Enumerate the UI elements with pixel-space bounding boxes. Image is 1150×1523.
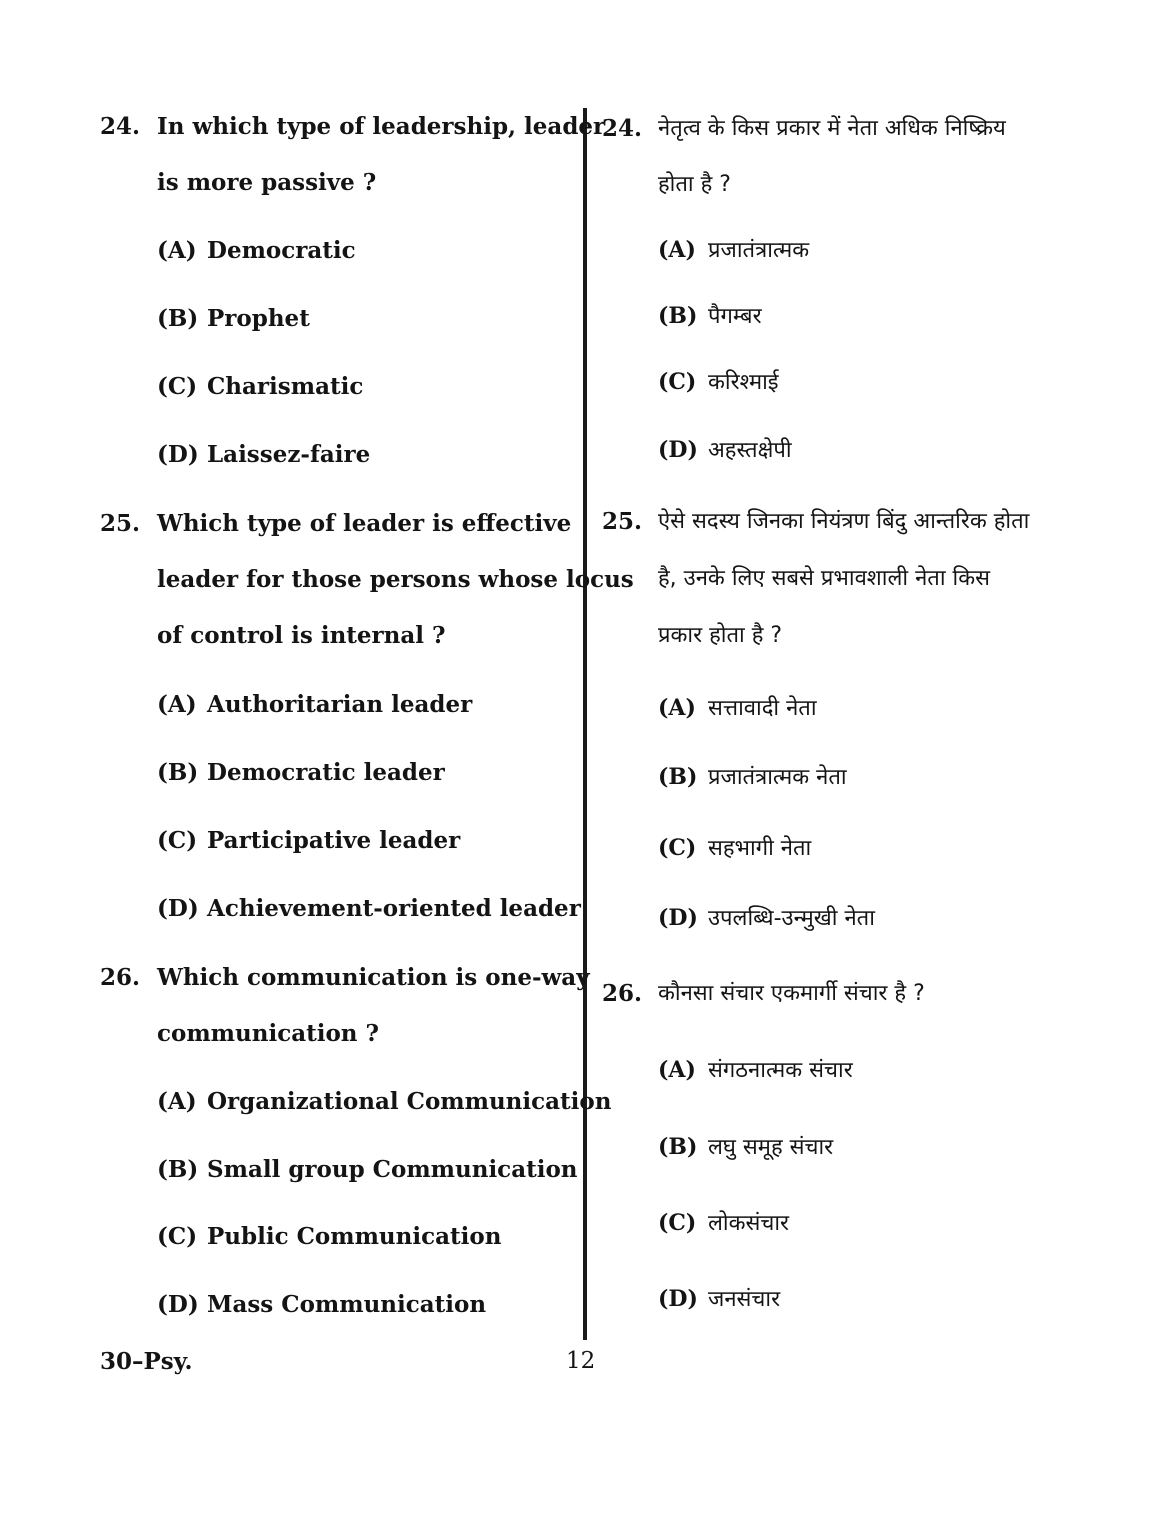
option-label: (C) — [157, 827, 198, 854]
option-a[interactable] — [157, 1087, 611, 1117]
option-text: Charismatic — [207, 373, 364, 400]
question-text-line: leader for those persons whose locus — [157, 566, 634, 593]
option-text: Authoritarian leader — [207, 691, 473, 718]
option-a[interactable] — [658, 693, 817, 724]
option-b[interactable] — [157, 304, 310, 334]
option-label: (B) — [157, 305, 199, 332]
option-b[interactable] — [157, 1155, 578, 1185]
option-text: Organizational Communication — [207, 1088, 612, 1115]
option-label: (B) — [658, 1134, 698, 1160]
question-number: 24. — [100, 113, 141, 140]
option-label: (D) — [658, 905, 698, 931]
option-text: Laissez-faire — [207, 441, 371, 468]
option-text: प्रजातंत्रात्मक — [708, 238, 810, 263]
option-text: लोकसंचार — [708, 1211, 790, 1236]
question-text-line: Which communication is one-way — [157, 964, 590, 991]
option-label: (D) — [157, 895, 199, 922]
option-d[interactable] — [658, 903, 875, 934]
option-label: (B) — [658, 303, 698, 329]
option-label: (A) — [658, 237, 696, 263]
page-number: 12 — [566, 1348, 596, 1374]
option-text: पैगम्बर — [708, 304, 762, 329]
option-label: (C) — [157, 373, 198, 400]
option-c[interactable] — [658, 1208, 789, 1239]
option-a[interactable] — [658, 1055, 853, 1086]
option-a[interactable] — [157, 690, 472, 720]
question-number: 26. — [100, 964, 141, 991]
option-c[interactable] — [157, 372, 363, 402]
question-text-line: Which type of leader is effective — [157, 510, 572, 537]
option-text: Achievement-oriented leader — [207, 895, 581, 922]
question-text-line: नेतृत्व के किस प्रकार में नेता अधिक निष्क्रिय — [658, 116, 1006, 141]
option-label: (D) — [157, 1291, 199, 1318]
question-text-line: होता है ? — [658, 172, 731, 197]
question-text-line — [157, 112, 606, 142]
question-text-line: है, उनके लिए सबसे प्रभावशाली नेता किस — [658, 566, 990, 591]
option-label: (A) — [157, 691, 197, 718]
option-b[interactable] — [658, 1132, 833, 1163]
option-label: (C) — [658, 835, 697, 861]
option-label: (B) — [157, 759, 199, 786]
option-c[interactable] — [658, 367, 779, 398]
option-text: प्रजातंत्रात्मक नेता — [708, 765, 847, 790]
question-text-line: ऐसे सदस्य जिनका नियंत्रण बिंदु आन्तरिक होता — [658, 509, 1030, 534]
option-label: (A) — [658, 1057, 696, 1083]
option-label: (C) — [658, 369, 697, 395]
option-d[interactable] — [658, 435, 792, 466]
question-number: 25. — [602, 508, 643, 535]
option-text: Democratic leader — [207, 759, 445, 786]
option-text: लघु समूह संचार — [708, 1135, 834, 1160]
question-text-line: कौनसा संचार एकमार्गी संचार है ? — [658, 981, 925, 1006]
option-label: (A) — [157, 237, 197, 264]
option-c[interactable] — [157, 1222, 501, 1252]
question-text-line: is more passive ? — [157, 169, 377, 196]
question-number: 26. — [602, 980, 643, 1007]
question-number: 25. — [100, 510, 141, 537]
question-text-line: of control is internal ? — [157, 622, 446, 649]
option-b[interactable] — [658, 762, 847, 793]
question-number: 24. — [602, 115, 643, 142]
question-text: In which type of leadership, leader — [157, 113, 606, 140]
option-d[interactable] — [658, 1284, 780, 1315]
column-divider — [583, 108, 587, 1340]
option-text: Participative leader — [207, 827, 461, 854]
option-text: Small group Communication — [207, 1156, 578, 1183]
option-label: (A) — [157, 1088, 197, 1115]
option-text: अहस्तक्षेपी — [708, 438, 792, 463]
option-text: सत्तावादी नेता — [708, 696, 817, 721]
question-text-line: प्रकार होता है ? — [658, 623, 783, 648]
option-d[interactable] — [157, 1290, 486, 1320]
paper-code: 30–Psy. — [100, 1348, 193, 1375]
option-text: करिश्माई — [708, 370, 779, 395]
option-label: (D) — [157, 441, 199, 468]
option-a[interactable] — [658, 235, 809, 266]
option-d[interactable] — [157, 894, 581, 924]
option-d[interactable] — [157, 440, 370, 470]
option-label: (D) — [658, 1286, 698, 1312]
option-b[interactable] — [658, 301, 762, 332]
option-text: जनसंचार — [708, 1287, 781, 1312]
option-b[interactable] — [157, 758, 445, 788]
option-label: (D) — [658, 437, 698, 463]
option-label: (A) — [658, 695, 696, 721]
option-text: Democratic — [207, 237, 356, 264]
option-c[interactable] — [658, 833, 811, 864]
option-text: Public Communication — [207, 1223, 502, 1250]
option-text: सहभागी नेता — [708, 836, 812, 861]
option-text: संगठनात्मक संचार — [708, 1058, 853, 1083]
option-label: (C) — [157, 1223, 198, 1250]
option-text: Mass Communication — [207, 1291, 487, 1318]
option-text: उपलब्धि-उन्मुखी नेता — [708, 906, 875, 931]
question-text-line: communication ? — [157, 1020, 380, 1047]
option-text: Prophet — [207, 305, 310, 332]
option-label: (C) — [658, 1210, 697, 1236]
option-a[interactable] — [157, 236, 356, 266]
option-label: (B) — [157, 1156, 199, 1183]
option-c[interactable] — [157, 826, 460, 856]
option-label: (B) — [658, 764, 698, 790]
